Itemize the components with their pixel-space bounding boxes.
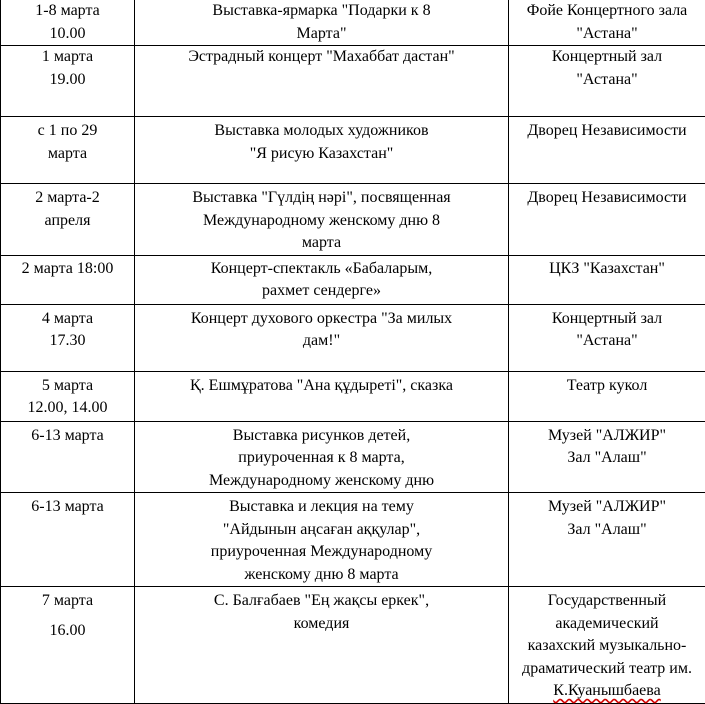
venue-line: "Астана": [511, 23, 703, 46]
venue-cell: [509, 304, 705, 371]
event-line: Выставка молодых художников: [137, 120, 506, 143]
date-line: 6-13 марта: [3, 496, 132, 519]
event-line: Международному женскому дню 8: [137, 210, 506, 233]
table-row: [1, 117, 705, 184]
event-cell: [135, 46, 509, 117]
venue-line: академический: [511, 613, 703, 636]
venue-cell: [509, 184, 705, 256]
event-line: Концерт-спектакль «Бабаларым,: [137, 258, 506, 281]
venue-cell: [509, 371, 705, 421]
date-line: марта: [3, 143, 132, 166]
event-cell: [135, 117, 509, 184]
date-cell: [1, 493, 135, 587]
table-row: [1, 184, 705, 256]
date-line: 6-13 марта: [3, 425, 132, 448]
event-line: Эстрадный концерт "Махаббат дастан": [137, 46, 506, 69]
event-cell: [135, 184, 509, 256]
venue-cell: [509, 46, 705, 117]
event-cell: [135, 304, 509, 371]
venue-cell: [509, 117, 705, 184]
venue-line: Фойе Концертного зала: [511, 0, 703, 23]
date-line: 16.00: [3, 620, 132, 643]
event-line: Выставка и лекция на тему: [137, 496, 506, 519]
event-line: Марта": [137, 23, 506, 46]
table-row: [1, 493, 705, 587]
event-line: С. Балғабаев "Ең жақсы еркек",: [137, 590, 506, 613]
table-row: [1, 421, 705, 493]
venue-cell: [509, 255, 705, 304]
table-row: [1, 0, 705, 46]
date-line: 12.00, 14.00: [3, 397, 132, 420]
event-cell: [135, 421, 509, 493]
date-line: 10.00: [3, 23, 132, 46]
venue-line: "Астана": [511, 69, 703, 92]
venue-line: драматический театр им.: [511, 658, 703, 681]
venue-line: "Астана": [511, 330, 703, 353]
venue-line: Музей "АЛЖИР": [511, 425, 703, 448]
table-row: [1, 255, 705, 304]
table-row: [1, 371, 705, 421]
date-line: 5 марта: [3, 375, 132, 398]
event-line: Выставка "Гүлдің нәрі", посвященная: [137, 187, 506, 210]
event-line: дам!": [137, 330, 506, 353]
date-line: 7 марта: [3, 590, 132, 613]
venue-line: казахский музыкально-: [511, 635, 703, 658]
venue-line: К.Куанышбаева: [511, 680, 703, 703]
event-line: Выставка рисунков детей,: [137, 425, 506, 448]
event-line: рахмет сендерге»: [137, 280, 506, 303]
date-line: 17.30: [3, 330, 132, 353]
venue-line: Дворец Независимости: [511, 187, 703, 210]
venue-line: Концертный зал: [511, 308, 703, 331]
event-line: "Айдынын аңсаған аққулар",: [137, 519, 506, 542]
venue-line: Дворец Независимости: [511, 120, 703, 143]
date-line: 4 марта: [3, 308, 132, 331]
event-cell: [135, 255, 509, 304]
event-line: женскому дню 8 марта: [137, 564, 506, 587]
venue-cell: [509, 0, 705, 46]
table-row: [1, 304, 705, 371]
event-line: марта: [137, 232, 506, 255]
date-line: апреля: [3, 210, 132, 233]
event-line: Қ. Ешмұратова "Ана құдыреті", сказка: [137, 375, 506, 398]
event-line: "Я рисую Казахстан": [137, 143, 506, 166]
table-row: [1, 46, 705, 117]
date-cell: [1, 371, 135, 421]
date-line: 2 марта-2: [3, 187, 132, 210]
date-line: 1-8 марта: [3, 0, 132, 23]
date-cell: [1, 184, 135, 256]
date-line: 2 марта 18:00: [3, 258, 132, 281]
event-cell: [135, 587, 509, 704]
event-line: Концерт духового оркестра "За милых: [137, 308, 506, 331]
venue-line: Зал "Алаш": [511, 519, 703, 542]
event-cell: [135, 371, 509, 421]
table-row: [1, 587, 705, 704]
date-line: 1 марта: [3, 46, 132, 69]
venue-line: Театр кукол: [511, 375, 703, 398]
date-cell: [1, 0, 135, 46]
date-cell: [1, 255, 135, 304]
date-line: 19.00: [3, 69, 132, 92]
venue-line: Государственный: [511, 590, 703, 613]
date-cell: [1, 46, 135, 117]
date-line: с 1 по 29: [3, 120, 132, 143]
event-cell: [135, 493, 509, 587]
venue-line: ЦКЗ "Казахстан": [511, 258, 703, 281]
event-line: Международному женскому дню: [137, 470, 506, 493]
event-line: приуроченная к 8 марта,: [137, 447, 506, 470]
venue-line: Музей "АЛЖИР": [511, 496, 703, 519]
venue-cell: [509, 421, 705, 493]
date-cell: [1, 304, 135, 371]
event-cell: [135, 0, 509, 46]
date-cell: [1, 117, 135, 184]
venue-line: Концертный зал: [511, 46, 703, 69]
event-line: комедия: [137, 613, 506, 636]
venue-cell: [509, 493, 705, 587]
date-cell: [1, 587, 135, 704]
date-cell: [1, 421, 135, 493]
venue-line: Зал "Алаш": [511, 447, 703, 470]
event-line: приуроченная Международному: [137, 541, 506, 564]
event-line: Выставка-ярмарка "Подарки к 8: [137, 0, 506, 23]
venue-cell: [509, 587, 705, 704]
